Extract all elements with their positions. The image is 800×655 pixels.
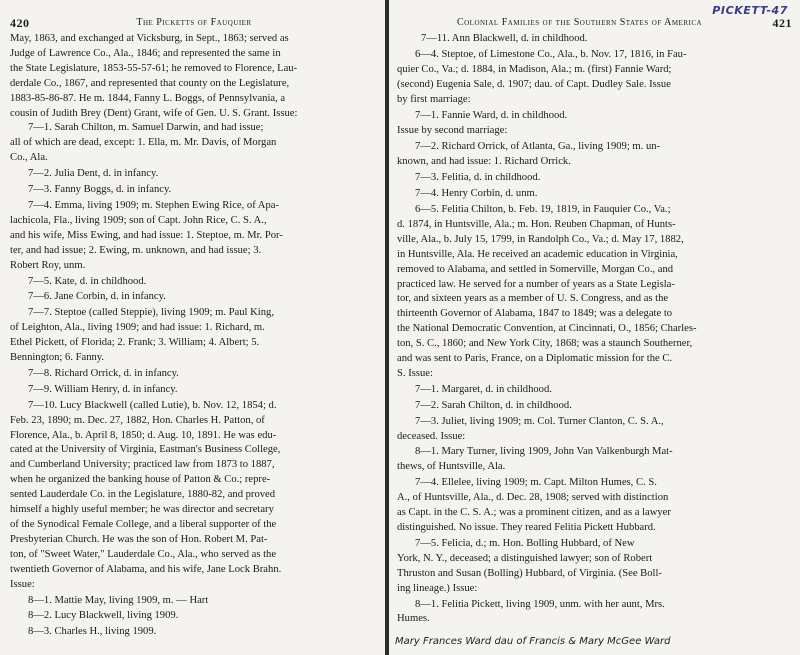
text-line: and his wife, Miss Ewing, and had issue: 1. Steptoe, m. Mr. Por- bbox=[10, 229, 283, 241]
text-line: Thruston and Susan (Bolling) Hubbard, of Virginia. (See Boll- bbox=[397, 567, 662, 579]
text-line: 7—1. Fannie Ward, d. in childhood. bbox=[415, 109, 568, 121]
text-line: derdale Co., 1867, and represented that county on the Legislature, bbox=[10, 77, 290, 89]
text-line: Robert Roy, unm. bbox=[10, 259, 86, 271]
text-line: 1883-85-86-87. He m. 1844, Fanny L. Boggs, of Pennsylvania, a bbox=[10, 92, 286, 104]
text-line: 7—1. Margaret, d. in childhood. bbox=[415, 383, 552, 395]
text-line: 7—6. Jane Corbin, d. in infancy. bbox=[28, 291, 166, 303]
text-line: twentieth Governor of Alabama, and his wife, Jane Lock Brahn. bbox=[10, 563, 282, 575]
text-line: 7—8. Richard Orrick, d. in infancy. bbox=[28, 367, 179, 379]
text-line: S. Issue: bbox=[397, 367, 433, 379]
text-line: Issue: bbox=[10, 578, 35, 590]
right-page-number: 421 bbox=[772, 16, 792, 30]
text-line: 8—1. Mattie May, living 1909, m. — Hart bbox=[28, 594, 209, 606]
text-line: lachicola, Fla., living 1909; son of Capt. John Rice, C. S. A., bbox=[10, 214, 267, 226]
text-line: 7—7. Steptoe (called Steppie), living 1909; m. Paul King, bbox=[28, 307, 274, 319]
text-line: ton, of "Sweet Water," Lauderdale Co., Ala., who served as the bbox=[10, 548, 277, 560]
text-line: cated at the University of Virginia, Eastman's Business College, bbox=[10, 444, 281, 456]
text-line: York, N. Y., deceased; a distinguished lawyer; son of Robert bbox=[397, 552, 653, 564]
text-line: ville, Ala., b. July 15, 1799, in Randolph Co., Va.; d. May 17, 1882, bbox=[397, 233, 684, 245]
text-line: 8—2. Lucy Blackwell, living 1909. bbox=[28, 610, 179, 622]
text-line: and Cumberland University; practiced law from 1873 to 1887, bbox=[10, 459, 275, 471]
left-page-number: 420 bbox=[10, 16, 30, 30]
text-line: 7—4. Ellelee, living 1909; m. Capt. Milton Humes, C. S. bbox=[415, 477, 657, 489]
text-line: tor, and sixteen years as a member of U. S. Congress, and as the bbox=[397, 293, 669, 305]
left-running-title: The Picketts of Fauquier bbox=[136, 17, 252, 28]
text-line: Ethel Pickett, of Florida; 2. Frank; 3. William; 4. Albert; 5. bbox=[10, 337, 260, 349]
text-line: 8—1. Felitia Pickett, living 1909, unm. with her aunt, Mrs. bbox=[415, 598, 665, 610]
text-line: (second) Eugenia Sale, d. 1907; dau. of Capt. Dudley Sale. Issue bbox=[397, 78, 671, 90]
text-line: of the Synodical Female College, and a liberal supporter of the bbox=[10, 519, 277, 530]
text-line: practiced law. He served for a number of years as a State Legisla- bbox=[397, 278, 675, 290]
text-line: thirteenth Governor of Alabama, 1847 to 1849; was a delegate to bbox=[397, 308, 673, 320]
text-line: d. 1874, in Huntsville, Ala.; m. Hon. Reuben Chapman, of Hunts- bbox=[397, 218, 676, 230]
text-line: known, and had issue: 1. Richard Orrick. bbox=[397, 156, 571, 168]
text-line: ter, and had issue; 2. Ewing, m. unknown, and had issue; 3. bbox=[10, 244, 262, 256]
text-line: 7—11. Ann Blackwell, d. in childhood. bbox=[421, 33, 588, 44]
right-page bbox=[389, 0, 800, 655]
text-line: Judge of Lawrence Co., Ala., 1846; and represented the same in bbox=[10, 47, 281, 59]
handwritten-footnote: Mary Frances Ward dau of Francis & Mary McGee Ward bbox=[395, 636, 671, 647]
text-line: 7—5. Kate, d. in childhood. bbox=[28, 275, 147, 287]
text-line: the National Democratic Convention, at Cincinnati, O., 1856; Charles- bbox=[397, 323, 697, 335]
text-line: 8—3. Charles H., living 1909. bbox=[28, 626, 157, 638]
left-page-body bbox=[10, 32, 378, 640]
text-line: in Huntsville, Ala. He received an academic education in Virginia, bbox=[397, 248, 678, 260]
left-page bbox=[0, 0, 386, 655]
text-line: 7—2. Julia Dent, d. in infancy. bbox=[28, 168, 159, 180]
text-line: 7—2. Sarah Chilton, d. in childhood. bbox=[415, 399, 572, 411]
text-line: A., of Huntsville, Ala., d. Dec. 28, 1908; served with distinction bbox=[397, 492, 669, 504]
text-line: sented Lauderdale Co. in the Legislature, 1880-82, and proved bbox=[10, 489, 276, 501]
text-line: Bennington; 6. Fanny. bbox=[10, 352, 105, 364]
handwritten-tag: PICKETT-47 bbox=[712, 4, 788, 17]
text-line: cousin of Judith Brey (Dent) Grant, wife of Gen. U. S. Grant. Issue: bbox=[10, 107, 298, 119]
text-line: Florence, Ala., b. April 8, 1850; d. Aug. 10, 1891. He was edu- bbox=[10, 429, 277, 441]
text-line: the State Legislature, 1853-55-57-61; he removed to Florence, Lau- bbox=[10, 62, 298, 74]
text-line: 7—3. Juliet, living 1909; m. Col. Turner Clanton, C. S. A., bbox=[415, 415, 664, 427]
text-line: quier Co., Va.; d. 1884, in Madison, Ala.; m. (first) Fannie Ward; bbox=[397, 63, 672, 75]
text-line: Presbyterian Church. He was the son of Hon. Robert M. Pat- bbox=[10, 533, 268, 545]
text-line: 6—5. Felitia Chilton, b. Feb. 19, 1819, in Fauquier Co., Va.; bbox=[415, 203, 671, 215]
text-line: thews, of Huntsville, Ala. bbox=[397, 461, 506, 473]
text-line: removed to Alabama, and settled in Somerville, Morgan Co., and bbox=[397, 263, 674, 275]
text-line: of Leighton, Ala., living 1909; and had issue: 1. Richard, m. bbox=[10, 322, 265, 334]
text-line: Feb. 23, 1890; m. Dec. 27, 1882, Hon. Charles H. Patton, of bbox=[10, 414, 265, 426]
text-line: all of which are dead, except: 1. Ella, m. Mr. Davis, of Morgan bbox=[10, 137, 277, 149]
text-line: 7—2. Richard Orrick, of Atlanta, Ga., living 1909; m. un- bbox=[415, 141, 661, 153]
text-line: 7—4. Henry Corbin, d. unm. bbox=[415, 188, 538, 200]
text-line: 7—1. Sarah Chilton, m. Samuel Darwin, and had issue; bbox=[28, 122, 264, 134]
text-line: 6—4. Steptoe, of Limestone Co., Ala., b. Nov. 17, 1816, in Fau- bbox=[415, 48, 687, 60]
text-line: ton, S. C., 1860; and New York City, 1868; was a staunch Southerner, bbox=[397, 338, 693, 350]
text-line: ing lineage.) Issue: bbox=[397, 582, 478, 594]
right-page-body bbox=[397, 32, 792, 627]
text-line: 7—4. Emma, living 1909; m. Stephen Ewing Rice, of Apa- bbox=[28, 199, 279, 211]
text-line: distinguished. No issue. They reared Felitia Pickett Hubbard. bbox=[397, 522, 656, 533]
right-page-header bbox=[397, 4, 792, 32]
text-line: Co., Ala. bbox=[10, 152, 48, 164]
text-line: himself a highly useful member; he was director and secretary bbox=[10, 504, 274, 516]
text-line: Issue by second marriage: bbox=[397, 125, 508, 137]
text-line: 7—10. Lucy Blackwell (called Lutie), b. Nov. 12, 1854; d. bbox=[28, 399, 277, 411]
text-line: 7—3. Felitia, d. in childhood. bbox=[415, 172, 541, 184]
right-running-title: Colonial Families of the Southern States of America bbox=[456, 17, 703, 28]
text-line: and was sent to Paris, France, on a Diplomatic mission for the C. bbox=[397, 353, 673, 365]
text-line: when he organized the banking house of Patton & Co.; repre- bbox=[10, 474, 271, 486]
text-line: 8—1. Mary Turner, living 1909, John Van Valkenburgh Mat- bbox=[415, 446, 673, 458]
text-line: Humes. bbox=[397, 613, 430, 625]
text-line: by first marriage: bbox=[397, 93, 471, 105]
text-line: deceased. Issue: bbox=[397, 430, 466, 442]
left-page-header bbox=[10, 10, 378, 32]
text-line: May, 1863, and exchanged at Vicksburg, in Sept., 1863; served as bbox=[10, 33, 289, 44]
text-line: 7—5. Felicia, d.; m. Hon. Bolling Hubbard, of New bbox=[415, 537, 635, 549]
text-line: as Capt. in the C. S. A.; was a prominent citizen, and as a lawyer bbox=[397, 507, 671, 519]
text-line: 7—9. William Henry, d. in infancy. bbox=[28, 383, 178, 395]
text-line: 7—3. Fanny Boggs, d. in infancy. bbox=[28, 184, 172, 196]
